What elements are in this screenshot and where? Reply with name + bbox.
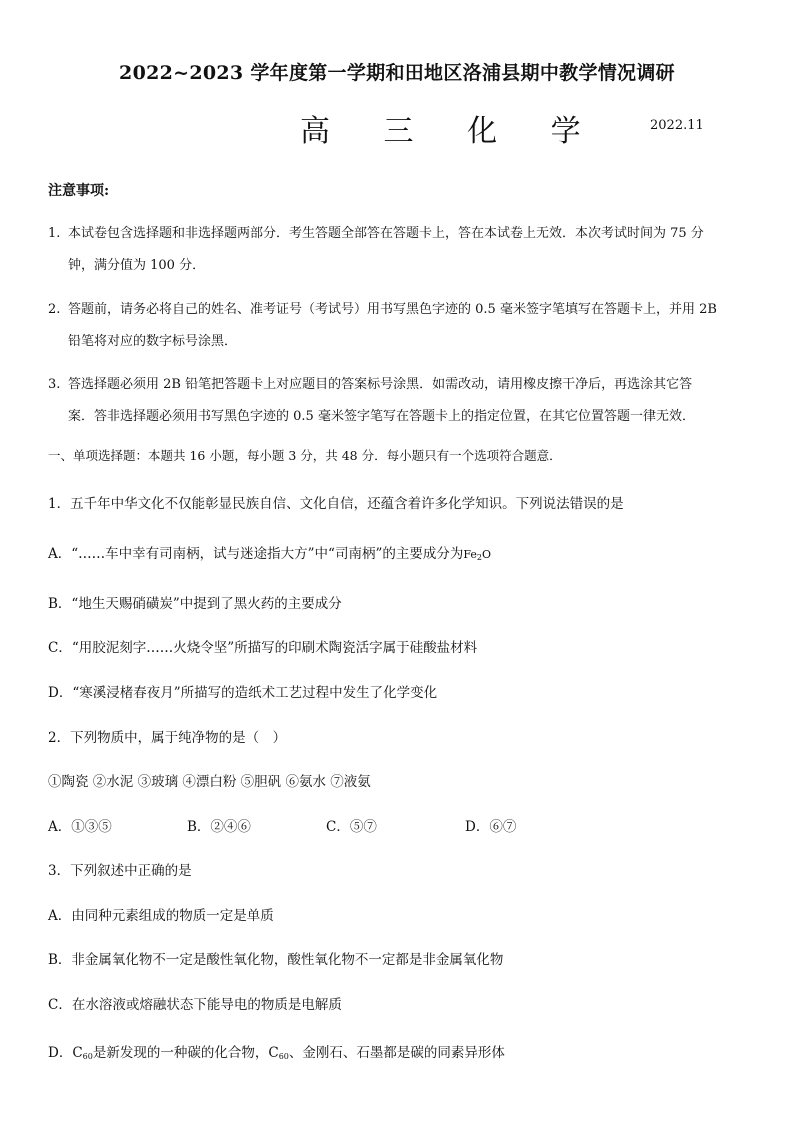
notice-item-1-num: 1. [48,226,61,241]
formula-subscript: 2 [476,553,482,562]
notice-item-3-line1: 答选择题必须用 2B 铅笔把答题卡上对应题目的答案标号涂黑．如需改动，请用橡皮擦干净后，再选涂其它答 [68,377,693,392]
exam-date: 2022.11 [650,118,704,133]
question-1-option-b: B．“地生天赐硝磺炭”中提到了黑火药的主要成分 [48,596,342,612]
formula-o: O [482,548,492,561]
notice-item-3-line2: 案．答非选择题必须用书写黑色字迹的 0.5 毫米签字笔写在答题卡上的指定位置，在其它位置答题一律无效． [68,409,695,424]
c60-subscript-1: 60 [82,1052,93,1061]
c60-subscript-2: 60 [278,1052,289,1061]
question-1-option-d: D．“寒溪浸楮春夜月”所描写的造纸术工艺过程中发生了化学变化 [48,685,438,701]
question-3-option-a: A．由同种元素组成的物质一定是单质 [48,908,274,924]
question-2-option-d: D．⑥⑦ [465,819,517,835]
subject-title: 高 三 化 学 [300,114,603,149]
notice-item-3-num: 3. [48,377,61,392]
option-a-text: A．“……车中幸有司南柄，试与迷途指大方”中“司南柄”的主要成分为 [48,546,464,562]
question-3-option-d [48,1041,505,1061]
option-d-prefix: D．C [48,1045,83,1061]
option-d-middle: 是新发现的一种碳的化合物，C [92,1045,279,1061]
question-2-option-b: B．②④⑥ [187,819,251,835]
formula-fe: Fe [463,548,477,561]
question-1-option-a [48,542,491,562]
notice-item-2-num: 2. [48,302,61,317]
exam-title: 2022~2023 学年度第一学期和田地区洛浦县期中教学情况调研 [119,62,675,84]
question-1-stem: 1．五千年中华文化不仅能彰显民族自信、文化自信，还蕴含着许多化学知识。下列说法错误的是 [48,496,624,512]
question-3-option-c: C．在水溶液或熔融状态下能导电的物质是电解质 [48,997,342,1013]
notice-item-2-line1: 答题前，请务必将自己的姓名、准考证号（考试号）用书写黑色字迹的 0.5 毫米签字笔填写在答题卡上，并用 2B [68,302,717,317]
question-2-option-a: A．①③⑤ [48,819,112,835]
question-1-option-c: C．“用胶泥刻字……火烧令坚”所描写的印刷术陶瓷活字属于硅酸盐材料 [48,640,478,656]
question-2-items: ①陶瓷 ②水泥 ③玻璃 ④漂白粉 ⑤胆矾 ⑥氨水 ⑦液氨 [48,774,371,790]
notice-item-1-line1: 本试卷包含选择题和非选择题两部分．考生答题全部答在答题卡上，答在本试卷上无效．本次考试时间为 75 分 [68,226,704,241]
question-2-option-c: C．⑤⑦ [326,819,377,835]
option-d-tail: 、金刚石、石墨都是碳的同素异形体 [288,1045,505,1061]
question-3-stem: 3．下列叙述中正确的是 [48,863,192,879]
section-heading: 一、单项选择题：本题共 16 小题，每小题 3 分，共 48 分．每小题只有一个选项符合题意． [48,448,562,463]
notice-item-1-line2: 钟，满分值为 100 分． [68,258,206,273]
question-3-option-b: B．非金属氧化物不一定是酸性氧化物，酸性氧化物不一定都是非金属氧化物 [48,952,504,968]
notice-item-2-line2: 铅笔将对应的数字标号涂黑． [68,334,238,349]
question-2-stem: 2．下列物质中，属于纯净物的是（ ） [48,730,287,746]
notice-heading: 注意事项: [48,183,110,199]
